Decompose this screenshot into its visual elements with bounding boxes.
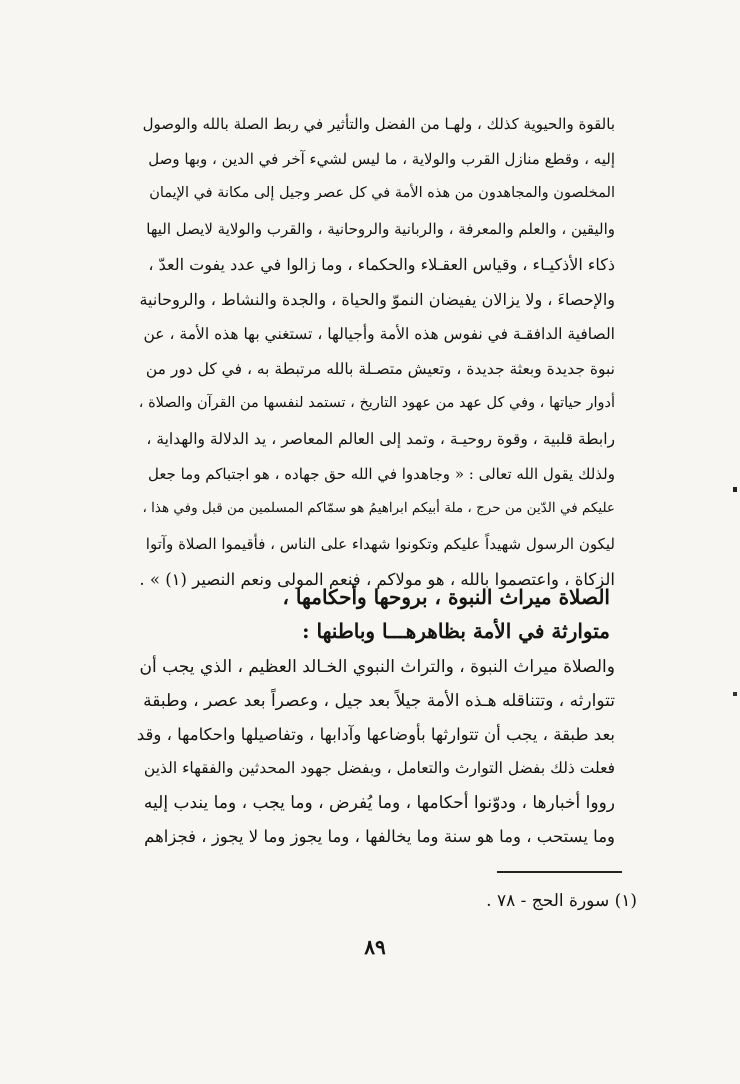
paragraph-line: ذكاء الأذكيـاء ، وقياس العقـلاء والحكماء ، وما زالوا في عدد يفوت العدّ ،	[148, 255, 615, 274]
paragraph-line: بالقوة والحيوية كذلك ، ولهـا من الفضل والتأثير في ربط الصلة بالله والوصول	[142, 115, 615, 133]
page-number: ٨٩	[364, 935, 386, 959]
paragraph-line: ولذلك يقول الله تعالى : « وجاهدوا في الله حق جهاده ، هو اجتباكم وما جعل	[147, 465, 615, 483]
paragraph-line: نبوة جديدة وبعثة جديدة ، وتعيش متصـلة بالله مرتبطة به ، في كل دور من	[145, 360, 615, 378]
paragraph-line: رووا أخبارها ، ودوّنوا أحكامها ، وما يُفرض ، وما يجب ، وما يندب إليه	[143, 793, 615, 813]
paragraph-line: رابطة قلبية ، وقوة روحيـة ، وتمد إلى العالم المعاصر ، يد الدلالة والهداية ،	[146, 430, 615, 448]
paragraph-line: واليقين ، والعلم والمعرفة ، والربانية والروحانية ، والقرب والولاية لايصل اليها	[146, 220, 615, 238]
footnote-divider	[497, 871, 622, 873]
heading-line: متوارثة في الأمة بظاهرهـــا وباطنها :	[302, 619, 610, 643]
paragraph-line: وما يستحب ، وما هو سنة وما يخالفها ، وما يجوز وما لا يجوز ، فجزاهم	[144, 827, 615, 846]
scan-edge-mark	[733, 487, 737, 492]
paragraph-line: أدوار حياتها ، وفي كل عهد من عهود التاريخ ، تستمد لنفسها من القرآن والصلاة ،	[138, 395, 615, 411]
paragraph-line: عليكم في الدّين من حرج ، ملة أبيكم ابراهيمُ هو سمّاكم المسلمين من قبل وفي هذا ،	[142, 500, 615, 516]
paragraph-line: الزكاة ، واعتصموا بالله ، هو مولاكم ، فنعم المولى ونعم النصير (١) » .	[139, 570, 615, 589]
paragraph-line: إليه ، وقطع منازل القرب والولاية ، ما ليس لشيء آخر في الدين ، وبها وصل	[148, 150, 615, 168]
paragraph-line: الصافية الدافقـة في نفوس هذه الأمة وأجيالها ، تستغني بها هذه الأمة ، عن	[143, 325, 615, 343]
paragraph-line: تتوارثه ، وتتناقله هـذه الأمة جيلاً بعد جيل ، وعصراً بعد عصر ، وطبقة	[143, 691, 615, 711]
scan-edge-mark	[733, 692, 737, 696]
paragraph-line: والإحصاءَ ، ولا يزالان يفيضان النموّ والحياة ، والجدة والنشاط ، والروحانية	[139, 290, 615, 309]
paragraph-line: فعلت ذلك بفضل التوارث والتعامل ، وبفضل جهود المحدثين والفقهاء الذين	[143, 759, 615, 777]
paragraph-line: والصلاة ميراث النبوة ، والتراث النبوي الخـالد العظيم ، الذي يجب أن	[139, 657, 615, 677]
paragraph-line: المخلصون والمجاهدون من هذه الأمة في كل عصر وجيل إلى مكانة في الإيمان	[149, 185, 615, 201]
heading-line: الصلاة ميراث النبوة ، بروحها وأحكامها ،	[282, 585, 610, 609]
paragraph-line: بعد طبقة ، يجب أن تتوارثها بأوضاعها وآدابها ، وتفاصيلها واحكامها ، وقد	[136, 725, 615, 744]
footnote: (١) سورة الحج - ٧٨ .	[486, 891, 637, 911]
paragraph-line: ليكون الرسول شهيداً عليكم وتكونوا شهداء على الناس ، فأقيموا الصلاة وآتوا	[145, 535, 615, 553]
